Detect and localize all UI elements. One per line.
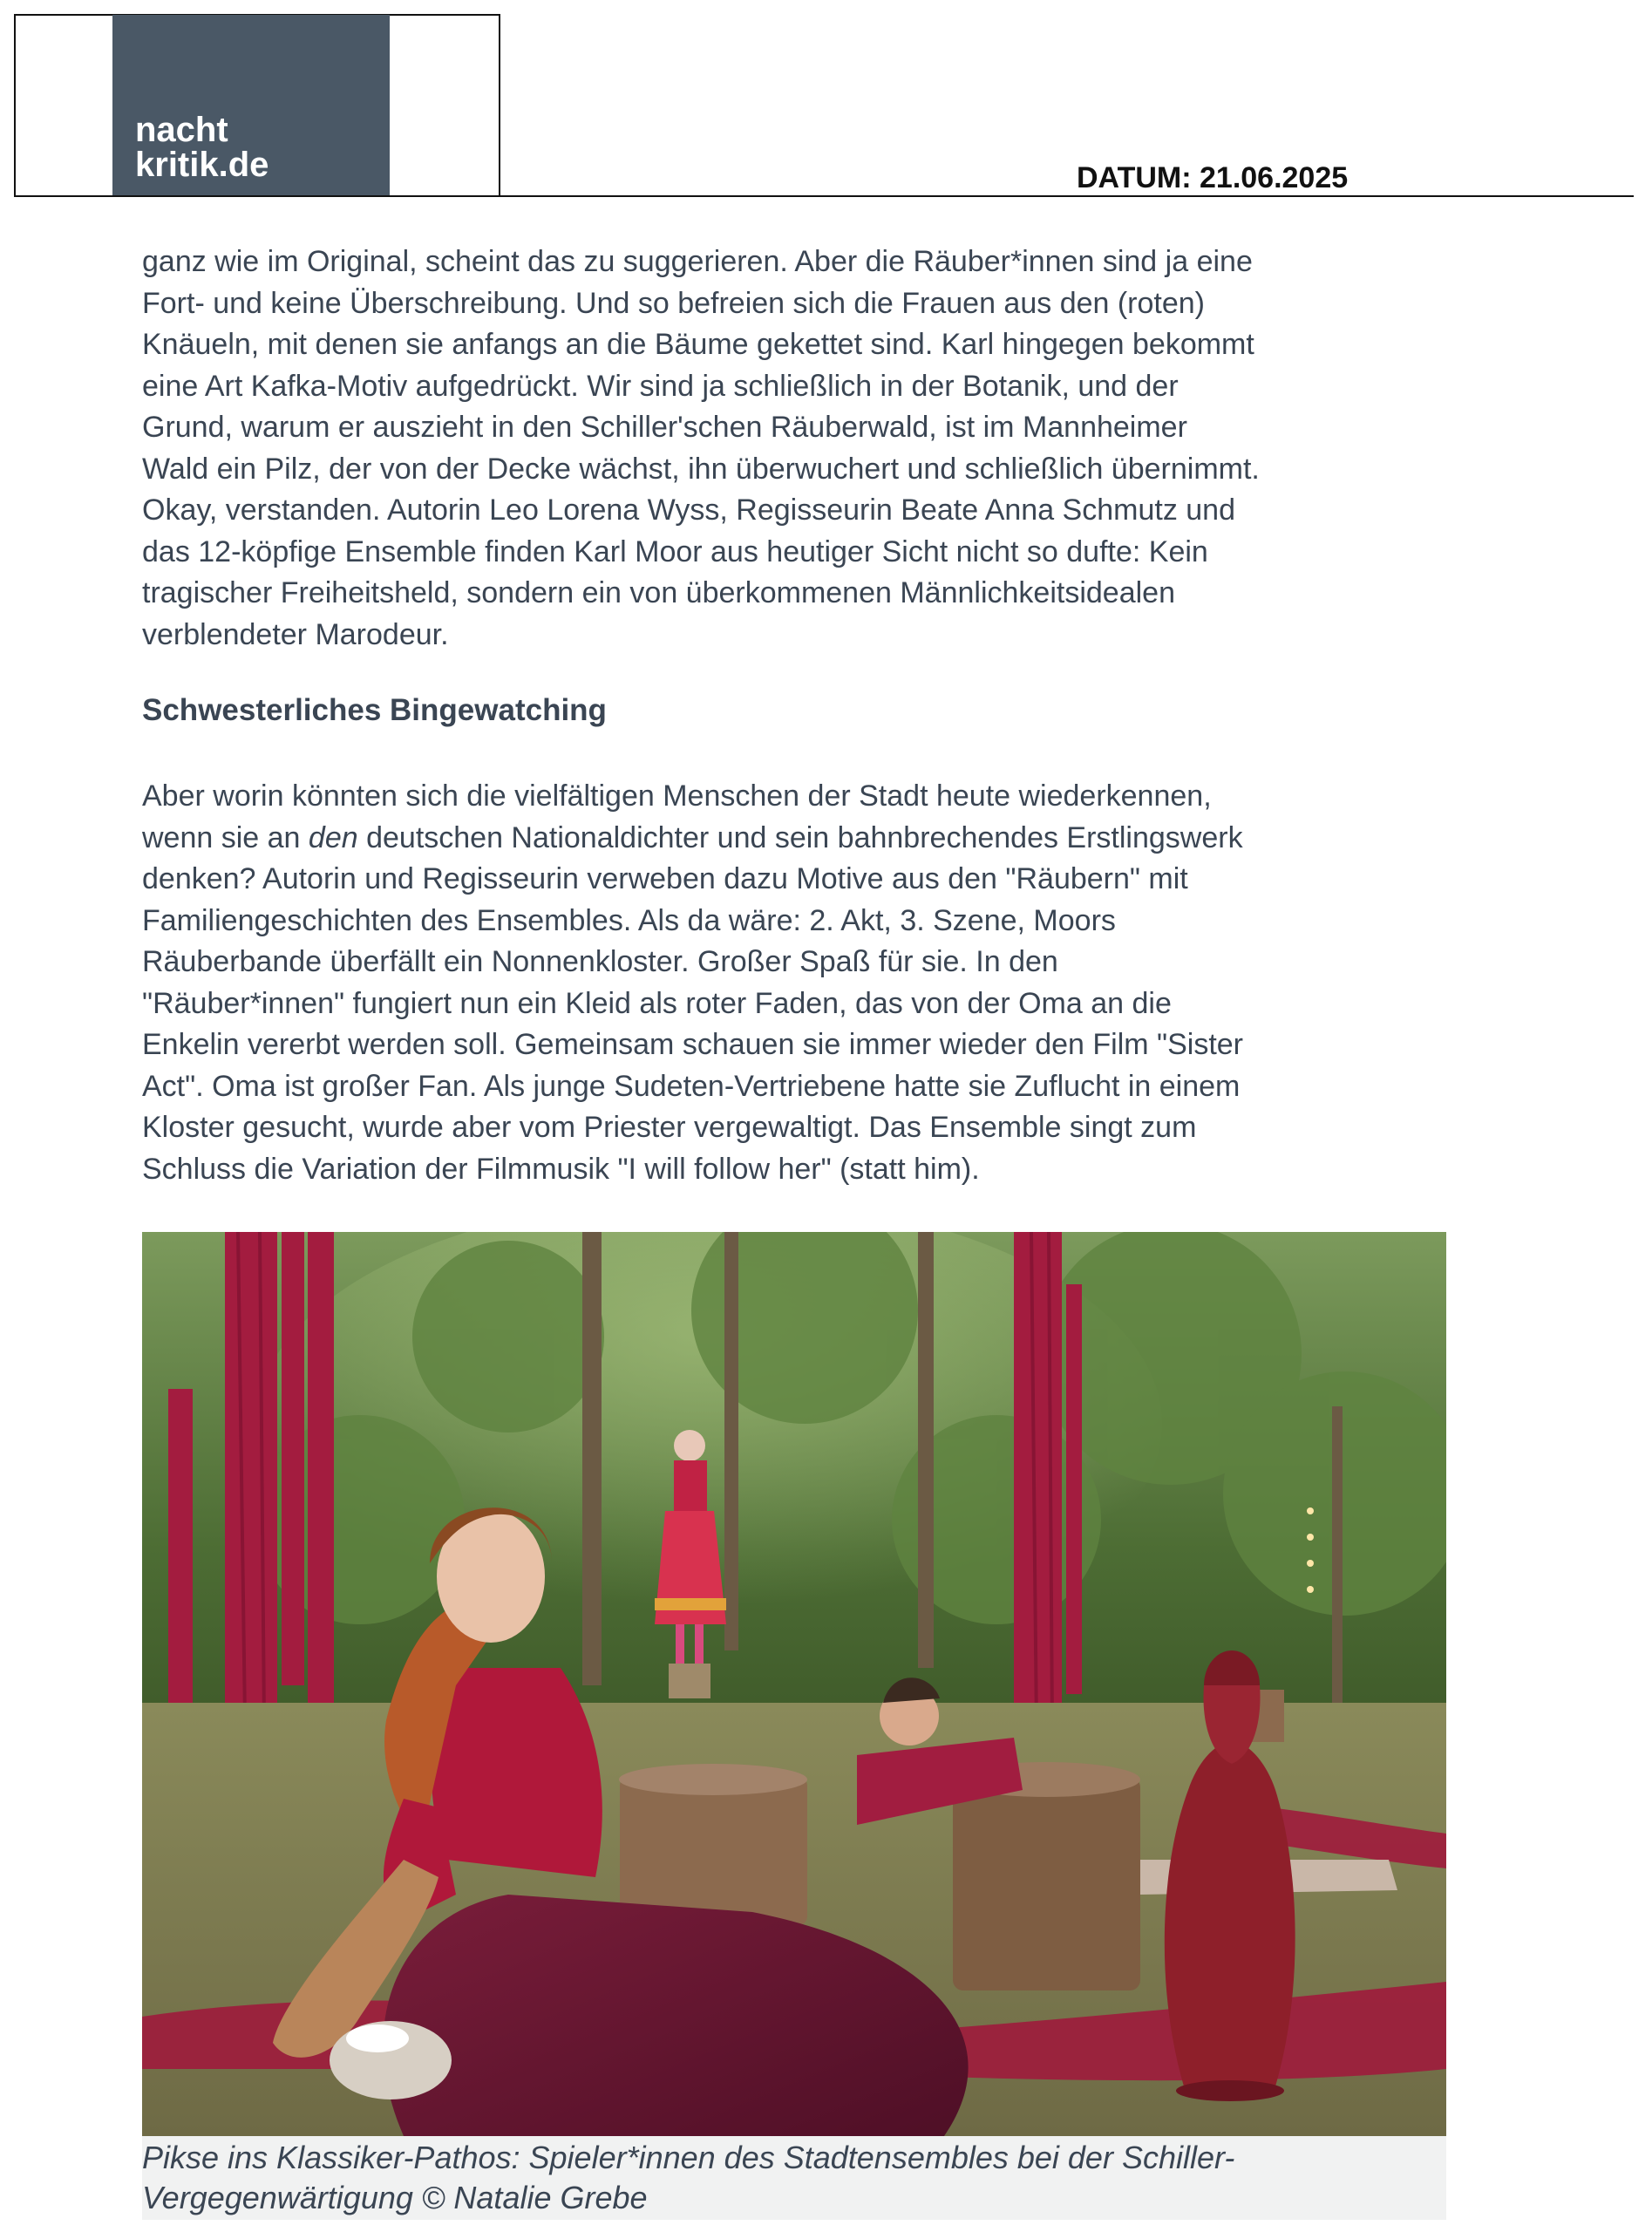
logo-text-line-2: kritik.de — [135, 146, 269, 184]
caption-line: Pikse ins Klassiker-Pathos: Spieler*innen des Stadtensembles bei der Schiller- — [142, 2140, 1235, 2175]
text-line: Schluss die Variation der Filmmusik "I will follow her" (statt him). — [142, 1152, 980, 1186]
emphasized-word: den — [308, 820, 358, 854]
text-line: "Räuber*innen" fungiert nun ein Kleid als roter Faden, das von der Oma an die — [142, 986, 1172, 1020]
text-line: Räuberbande überfällt ein Nonnenkloster. Großer Spaß für sie. In den — [142, 945, 1058, 978]
text-line: Knäueln, mit denen sie anfangs an die Bäume gekettet sind. Karl hingegen bekommt — [142, 328, 1254, 361]
photo-illustration — [142, 1232, 1446, 2136]
text-line: Familiengeschichten des Ensembles. Als da wäre: 2. Akt, 3. Szene, Moors — [142, 903, 1116, 937]
article-paragraph-1 — [142, 242, 1450, 656]
photo-caption — [142, 2136, 1446, 2220]
text-fragment: wenn sie an — [142, 820, 309, 854]
text-fragment: deutschen Nationaldichter und sein bahnbrechendes Erstlingswerk — [357, 820, 1243, 854]
nachtkritik-logo[interactable] — [112, 15, 390, 196]
text-line: Fort- und keine Überschreibung. Und so befreien sich die Frauen aus den (roten) — [142, 286, 1206, 320]
article-photo[interactable] — [142, 1232, 1446, 2136]
text-line: das 12-köpfige Ensemble finden Karl Moor aus heutiger Sicht nicht so dufte: Kein — [142, 534, 1208, 568]
text-line: denken? Autorin und Regisseurin verweben dazu Motive aus den "Räubern" mit — [142, 862, 1188, 895]
text-line: Act". Oma ist großer Fan. Als junge Sudeten-Vertriebene hatte sie Zuflucht in einem — [142, 1069, 1241, 1103]
text-line: Aber worin könnten sich die vielfältigen Menschen der Stadt heute wiederkennen, — [142, 779, 1212, 813]
article-paragraph-2 — [142, 776, 1450, 1190]
text-line: Okay, verstanden. Autorin Leo Lorena Wyss, Regisseurin Beate Anna Schmutz und — [142, 493, 1235, 527]
section-heading: Schwesterliches Bingewatching — [142, 693, 607, 727]
logo-text-line-1: nacht — [135, 111, 228, 149]
text-line: verblendeter Marodeur. — [142, 617, 449, 651]
text-line: Kloster gesucht, wurde aber vom Priester vergewaltigt. Das Ensemble singt zum — [142, 1111, 1197, 1144]
text-line: ganz wie im Original, scheint das zu suggerieren. Aber die Räuber*innen sind ja eine — [142, 245, 1253, 278]
text-line: Grund, warum er auszieht in den Schiller'schen Räuberwald, ist im Mannheimer — [142, 411, 1187, 444]
text-line: tragischer Freiheitsheld, sondern ein von überkommenen Männlichkeitsidealen — [142, 576, 1175, 609]
text-line — [142, 818, 1450, 860]
text-line: Wald ein Pilz, der von der Decke wächst, ihn überwuchert und schließlich übernimmt. — [142, 452, 1260, 486]
caption-line: Vergegenwärtigung © Natalie Grebe — [142, 2180, 648, 2215]
text-line: Enkelin vererbt werden soll. Gemeinsam schauen sie immer wieder den Film "Sister — [142, 1028, 1243, 1061]
date-label: DATUM: 21.06.2025 — [1077, 161, 1349, 194]
text-line: eine Art Kafka-Motiv aufgedrückt. Wir sind ja schließlich in der Botanik, und der — [142, 369, 1179, 403]
header-divider — [14, 195, 1634, 197]
